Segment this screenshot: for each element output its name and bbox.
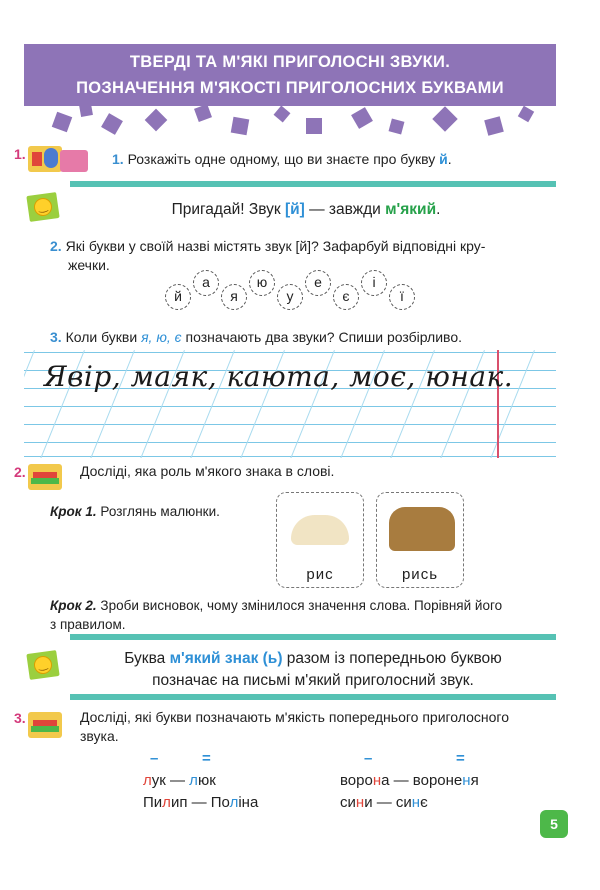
sound-mark-hard: – (364, 750, 373, 767)
picture-label: рис (306, 566, 334, 583)
task-text: позначають два звуки? Спиши розбірливо. (181, 329, 462, 345)
books-icon (28, 712, 62, 738)
consonant-soft: н (411, 794, 421, 811)
word-pair-row (340, 792, 479, 814)
section-2-mark: 2. (14, 464, 26, 480)
deco-square (351, 107, 373, 129)
blocks-icon (28, 146, 62, 172)
picture-card-lynx (376, 492, 464, 588)
word-pair-left (143, 770, 258, 814)
deco-square (274, 106, 291, 123)
rule-soft-sign (70, 648, 556, 692)
letter-circle[interactable]: а (193, 270, 219, 296)
word-text: юк (197, 772, 216, 789)
rule-text-post: разом із попередньою буквою (282, 650, 502, 667)
letter-circle[interactable]: е (305, 270, 331, 296)
step-label: Крок 1. (50, 504, 97, 519)
consonant-soft: н (462, 772, 471, 789)
deco-square (52, 112, 73, 133)
page-header (24, 44, 556, 106)
rice-image (291, 515, 349, 545)
letter-circle[interactable]: ї (389, 284, 415, 310)
handwriting-text: Явір, маяк, каюта, моє, юнак. (44, 360, 514, 393)
deco-square (145, 109, 168, 132)
step-text: Розглянь малюнки. (100, 504, 220, 519)
letter-circle[interactable]: й (165, 284, 191, 310)
task-text: Коли букви (65, 329, 142, 345)
picture-card-rice (276, 492, 364, 588)
rule-bar-1 (70, 181, 556, 187)
word-text: воро (340, 772, 373, 789)
deco-square (231, 117, 250, 136)
word-pair-row (340, 770, 479, 792)
letter-circle[interactable]: є (333, 284, 359, 310)
task-number: 3. (50, 329, 62, 345)
rule-text-end: . (436, 201, 441, 218)
letter-circle[interactable]: ю (249, 270, 275, 296)
word-text: си (340, 794, 356, 811)
smiley-icon: ‿ (26, 192, 59, 222)
rule-text-pre: Буква (124, 650, 170, 667)
letter-circle[interactable]: я (221, 284, 247, 310)
sound-mark-hard: – (150, 750, 159, 767)
rule-text-pre: Пригадай! Звук (171, 201, 285, 218)
word-pair-right (340, 770, 479, 814)
step-label: Крок 2. (50, 598, 97, 613)
books-icon (28, 464, 62, 490)
deco-square (194, 104, 212, 122)
step-text: з правилом. (50, 617, 126, 632)
page-number: 5 (540, 810, 568, 838)
children-icon (60, 150, 88, 172)
step-1 (50, 502, 220, 521)
rule-text-mid: — завжди (304, 201, 386, 218)
rule-text-line2: позначає на письмі м'який приголосний звук. (152, 672, 474, 689)
consonant-hard: н (355, 794, 365, 811)
letter-circle[interactable]: у (277, 284, 303, 310)
step-2 (50, 596, 560, 634)
word-pair-row (143, 770, 258, 792)
task-number: 1. (112, 151, 124, 167)
rule-term: м'який знак (ь) (169, 650, 283, 667)
consonant-soft: л (189, 772, 198, 789)
rule-remember (80, 199, 532, 221)
consonant-hard: л (143, 772, 152, 789)
task-2 (50, 237, 560, 275)
task-3 (50, 328, 462, 347)
rule-bar-2 (70, 634, 556, 640)
deco-square (432, 106, 457, 131)
sound-mark-soft: = (456, 750, 465, 767)
word-text: а — вороне (381, 772, 463, 789)
section-1-mark: 1. (14, 146, 26, 162)
task-1 (112, 150, 452, 169)
deco-square (79, 103, 93, 117)
header-title-line1: ТВЕРДІ ТА М'ЯКІ ПРИГОЛОСНІ ЗВУКИ. (129, 53, 451, 71)
word-pair-row (143, 792, 258, 814)
consonant-hard: н (372, 772, 382, 789)
picture-label: рись (401, 566, 439, 583)
task-text: жечки. (68, 257, 110, 273)
word-text: ип — По (170, 794, 230, 811)
consonant-soft: л (229, 794, 239, 811)
word-text: ук — (151, 772, 190, 789)
letters-highlight: я, ю, є (141, 329, 182, 345)
section-2-intro: Досліді, яка роль м'якого знака в слові. (80, 463, 335, 479)
header-title-line2: ПОЗНАЧЕННЯ М'ЯКОСТІ ПРИГОЛОСНИХ БУКВАМИ (76, 79, 504, 97)
task-text: звука. (80, 728, 119, 744)
word-text: я (470, 772, 479, 789)
deco-square (518, 106, 534, 122)
sound-mark-soft: = (202, 750, 211, 767)
task-end: . (447, 151, 452, 167)
deco-square (484, 116, 504, 136)
deco-square (389, 119, 405, 135)
task-text: Які букви у своїй назві містять звук [й]? Зафарбуй відповідні кру- (65, 238, 486, 254)
lynx-image (389, 507, 455, 551)
word-text: и — си (364, 794, 412, 811)
section-3-intro (80, 708, 560, 746)
rule-bar-3 (70, 694, 556, 700)
rule-word: м'який (385, 201, 437, 218)
step-text: Зроби висновок, чому змінилося значення слова. Порівняй його (100, 598, 503, 613)
rule-sound: [й] (284, 201, 305, 218)
word-text: Пи (143, 794, 163, 811)
smiley-icon: ‿ (26, 650, 59, 680)
consonant-hard: л (162, 794, 171, 811)
task-number: 2. (50, 238, 62, 254)
letter-circle[interactable]: і (361, 270, 387, 296)
task-text: Досліді, які букви позначають м'якість попереднього приголосного (80, 709, 510, 725)
word-text: є (420, 794, 428, 811)
deco-square (101, 113, 123, 135)
word-text: іна (238, 794, 259, 811)
deco-square (306, 118, 322, 134)
section-3-mark: 3. (14, 710, 26, 726)
task-text: Розкажіть одне одному, що ви знаєте про букву (127, 151, 440, 167)
letter-highlight: й (439, 151, 448, 167)
